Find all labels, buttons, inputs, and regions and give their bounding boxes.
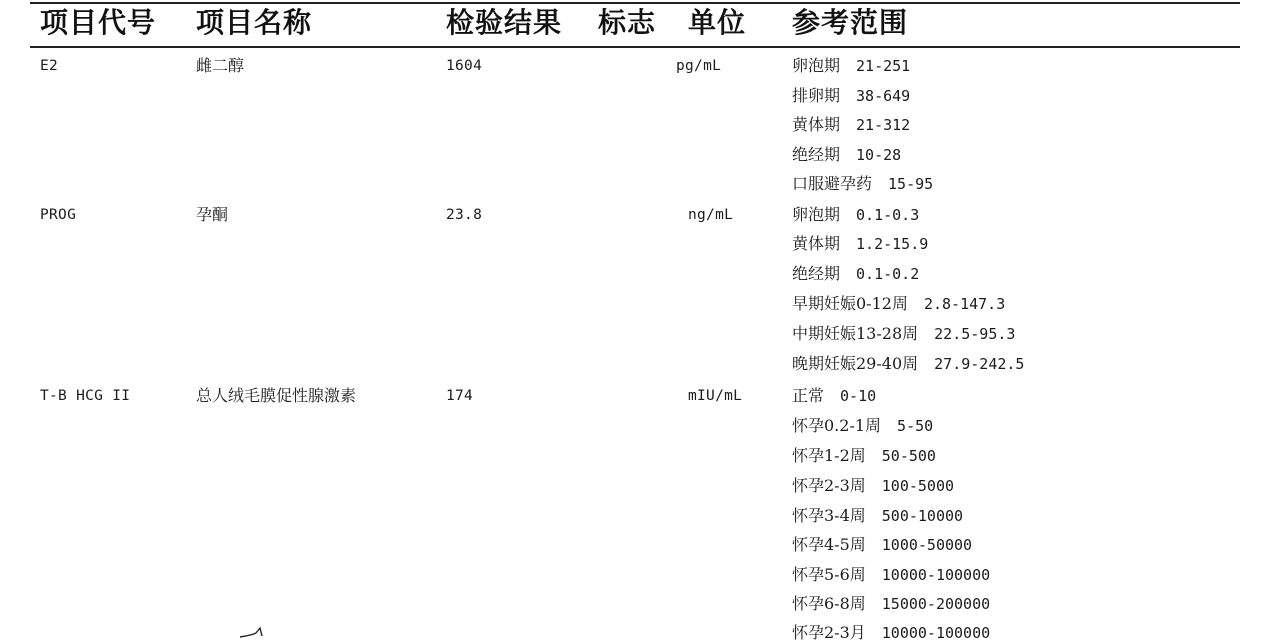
header-unit: 单位 (688, 6, 747, 39)
reference-line (792, 594, 990, 614)
reference-value: 100-5000 (881, 477, 955, 495)
reference-line (792, 535, 972, 555)
reference-label: 排卵期 (792, 86, 841, 105)
item-name: 孕酮 (196, 205, 229, 224)
reference-line (792, 386, 876, 406)
reference-value: 22.5-95.3 (934, 325, 1016, 343)
reference-label: 晚期妊娠29-40周 (792, 354, 919, 373)
reference-label: 早期妊娠0-12周 (792, 294, 908, 313)
header-flag: 标志 (598, 6, 657, 39)
reference-line (792, 234, 928, 254)
item-code: T-B HCG II (40, 388, 131, 404)
reference-label: 怀孕2-3月 (792, 623, 866, 642)
reference-value: 15-95 (888, 175, 934, 193)
item-result: 1604 (446, 58, 483, 74)
reference-line (792, 174, 933, 194)
item-code: E2 (40, 58, 59, 74)
reference-value: 500-10000 (881, 507, 964, 525)
header-reference: 参考范围 (792, 6, 909, 39)
item-unit: ng/mL (688, 207, 734, 223)
reference-line (792, 416, 933, 436)
reference-line (792, 115, 910, 135)
reference-value: 1.2-15.9 (856, 235, 929, 253)
reference-label: 正常 (792, 386, 825, 405)
reference-line (792, 56, 910, 76)
reference-label: 绝经期 (792, 264, 841, 283)
reference-value: 27.9-242.5 (934, 355, 1025, 373)
reference-value: 5-50 (897, 417, 934, 435)
reference-line (792, 565, 990, 585)
reference-value: 15000-200000 (881, 595, 991, 613)
reference-label: 怀孕3-4周 (792, 506, 866, 525)
reference-value: 21-251 (856, 57, 911, 75)
reference-value: 10-28 (856, 146, 902, 164)
reference-label: 怀孕4-5周 (792, 535, 866, 554)
reference-line (792, 623, 990, 643)
item-name: 总人绒毛膜促性腺激素 (196, 386, 357, 405)
item-unit: mIU/mL (688, 388, 743, 404)
item-code: PROG (40, 207, 77, 223)
reference-label: 怀孕2-3周 (792, 476, 866, 495)
reference-label: 黄体期 (792, 115, 841, 134)
reference-label: 怀孕5-6周 (792, 565, 866, 584)
item-name: 雌二醇 (196, 56, 245, 75)
reference-line (792, 446, 936, 466)
reference-value: 50-500 (881, 447, 936, 465)
reference-line (792, 86, 910, 106)
reference-label: 中期妊娠13-28周 (792, 324, 919, 343)
reference-label: 黄体期 (792, 234, 841, 253)
reference-label: 绝经期 (792, 145, 841, 164)
pen-mark (238, 626, 268, 638)
item-result: 174 (446, 388, 474, 404)
reference-line (792, 506, 963, 526)
reference-value: 0.1-0.2 (856, 265, 920, 283)
reference-label: 怀孕1-2周 (792, 446, 866, 465)
item-unit: pg/mL (676, 58, 722, 74)
reference-value: 0-10 (840, 387, 877, 405)
reference-label: 怀孕0.2-1周 (792, 416, 882, 435)
reference-label: 怀孕6-8周 (792, 594, 866, 613)
reference-value: 10000-100000 (881, 566, 991, 584)
reference-label: 口服避孕药 (792, 174, 873, 193)
reference-line (792, 476, 954, 496)
item-result: 23.8 (446, 207, 483, 223)
reference-value: 0.1-0.3 (856, 206, 920, 224)
reference-value: 38-649 (856, 87, 911, 105)
reference-label: 卵泡期 (792, 205, 841, 224)
reference-value: 10000-100000 (881, 624, 991, 642)
reference-value: 2.8-147.3 (923, 295, 1006, 313)
header-result: 检验结果 (446, 6, 563, 39)
reference-line (792, 294, 1005, 314)
reference-line (792, 205, 919, 225)
reference-line (792, 145, 901, 165)
reference-line (792, 324, 1015, 344)
reference-value: 1000-50000 (881, 536, 973, 554)
reference-line (792, 354, 1024, 374)
header-code: 项目代号 (40, 6, 157, 39)
header-name: 项目名称 (196, 6, 313, 39)
header-rule (30, 46, 1240, 48)
reference-line (792, 264, 919, 284)
reference-value: 21-312 (856, 116, 911, 134)
reference-label: 卵泡期 (792, 56, 841, 75)
